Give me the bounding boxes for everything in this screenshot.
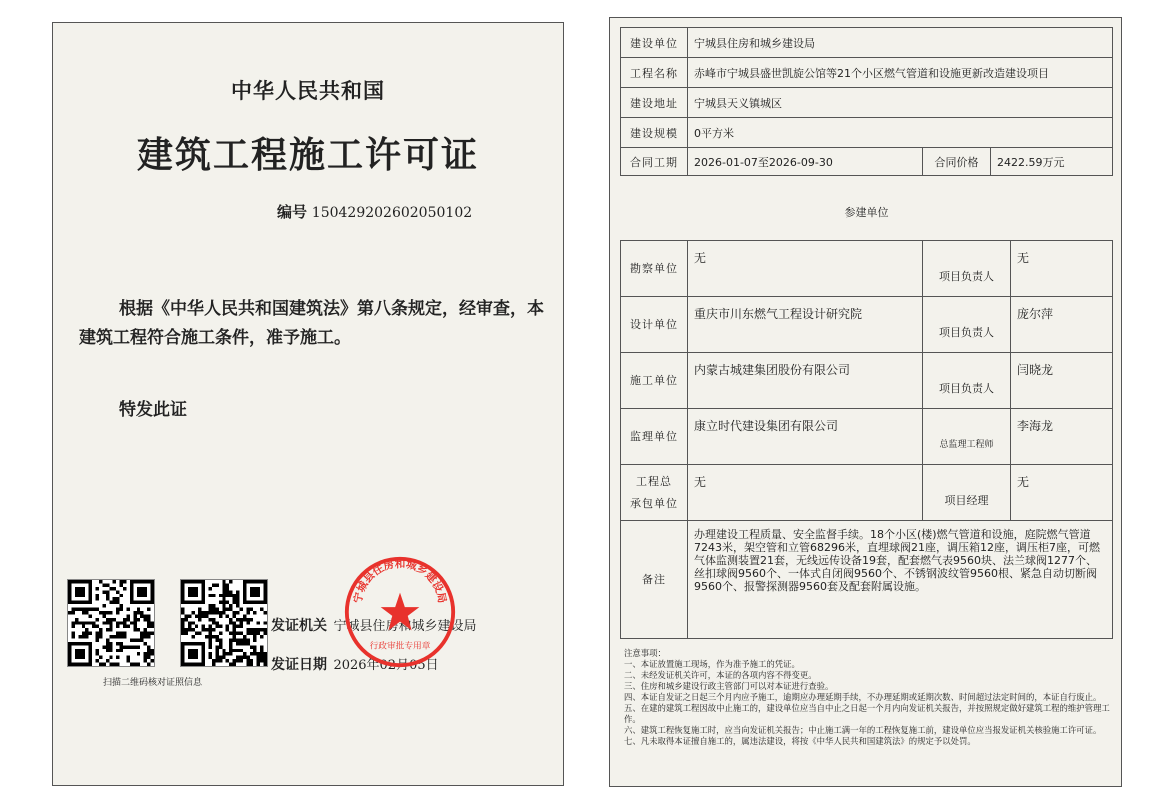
certificate-number-label: 编号 — [277, 203, 308, 221]
design-unit-name: 重庆市川东燃气工程设计研究院 — [688, 297, 923, 353]
project-info-table — [620, 27, 1113, 176]
table-row — [621, 28, 1113, 58]
certificate-front-page — [52, 22, 564, 786]
construction-contractor-name: 内蒙古城建集团股份有限公司 — [688, 353, 923, 409]
address-label: 建设地址 — [621, 88, 688, 118]
design-unit-person: 庞尔萍 — [1011, 297, 1113, 353]
note-item: 一、本证放置施工现场，作为准予施工的凭证。 — [624, 659, 800, 669]
supervision-unit-label: 监理单位 — [621, 409, 688, 465]
supervision-unit-person: 李海龙 — [1011, 409, 1113, 465]
general-contractor-name: 无 — [688, 465, 923, 521]
scale-label: 建设规模 — [621, 118, 688, 148]
note-item: 六、建筑工程恢复施工时，应当向发证机关报告；中止施工满一年的工程恢复施工前，建设单位应当报发证机关核验施工许可证。 — [624, 725, 1102, 735]
construction-contractor-person: 闫晓龙 — [1011, 353, 1113, 409]
construction-contractor-role: 项目负责人 — [923, 353, 1011, 409]
note-item: 四、本证自发证之日起三个月内应予施工，逾期应办理延期手续，不办理延期或延期次数、时间超过法定时间的，本证自行废止。 — [624, 692, 1102, 702]
construction-unit-value: 宁城县住房和城乡建设局 — [688, 28, 1113, 58]
issuing-authority-label: 发证机关 — [271, 618, 327, 634]
general-contractor-person: 无 — [1011, 465, 1113, 521]
table-row — [621, 58, 1113, 88]
note-item: 三、住房和城乡建设行政主管部门可以对本证进行查验。 — [624, 681, 834, 691]
certificate-number — [277, 201, 472, 222]
note-item: 二、未经发证机关许可，本证的各项内容不得变更。 — [624, 670, 817, 680]
certificate-detail-page — [609, 17, 1122, 787]
scale-value: 0平方米 — [688, 118, 1113, 148]
contract-period-label: 合同工期 — [621, 148, 688, 176]
certificate-body-text: 根据《中华人民共和国建筑法》第八条规定，经审查，本建筑工程符合施工条件，准予施工。 — [79, 299, 544, 348]
certificate-number-value: 150429202602050102 — [311, 205, 473, 221]
contract-price-label: 合同价格 — [923, 148, 991, 176]
participating-units-header: 参建单位 — [844, 206, 889, 219]
seal-arc-text: 宁城县住房和城乡建设局 — [351, 557, 449, 605]
table-row — [621, 88, 1113, 118]
table-row — [621, 409, 1113, 465]
general-contractor-label-line1: 工程总 — [636, 474, 672, 488]
project-name-value: 赤峰市宁城县盛世凯旋公馆等21个小区燃气管道和设施更新改造建设项目 — [688, 58, 1113, 88]
notes — [624, 648, 1112, 747]
remark-value: 办理建设工程质量、安全监督手续。18个小区(楼)燃气管道和设施，庭院燃气管道7243米，架空管和立管68296米，直埋球阀21座，调压箱12座，调压柜7座，可燃气体监测装置21套，无线远传设备19套，配套燃气表9560块、法兰球阀1277个、丝扣球阀9560个、一体式自闭阀9560个、不锈钢波纹管9560根、紧急自动切断阀9560个、报警探测器9560套及配套附属设施。 — [688, 521, 1113, 639]
note-item: 五、在建的建筑工程因故中止施工的，建设单位应当自中止之日起一个月内向发证机关报告，并按照规定做好建筑工程的维护管理工作。 — [624, 703, 1110, 724]
table-row — [621, 241, 1113, 297]
contract-price-value: 2422.59万元 — [991, 148, 1113, 176]
survey-unit-person: 无 — [1011, 241, 1113, 297]
qr-code-icon[interactable] — [67, 579, 155, 667]
table-row — [621, 297, 1113, 353]
remark-label: 备注 — [621, 521, 688, 639]
survey-unit-name: 无 — [688, 241, 923, 297]
address-value: 宁城县天义镇城区 — [688, 88, 1113, 118]
table-row — [621, 118, 1113, 148]
issue-date-value: 2026年02月05日 — [333, 658, 439, 673]
table-row — [621, 465, 1113, 521]
table-row — [621, 353, 1113, 409]
project-name-label: 工程名称 — [621, 58, 688, 88]
issue-date-label: 发证日期 — [271, 657, 327, 673]
scan-hint: 扫描二维码核对证照信息 — [103, 678, 203, 688]
construction-contractor-label: 施工单位 — [621, 353, 688, 409]
table-row — [621, 521, 1113, 639]
notes-title: 注意事项： — [624, 648, 666, 658]
general-contractor-role: 项目经理 — [923, 465, 1011, 521]
seal-bottom-text: 行政审批专用章 — [369, 641, 431, 652]
general-contractor-label — [621, 465, 688, 521]
qr-code-icon[interactable] — [180, 579, 268, 667]
table-row — [621, 148, 1113, 176]
special-issue-text: 特发此证 — [119, 400, 187, 420]
participating-units-table — [620, 240, 1113, 639]
country-name: 中华人民共和国 — [231, 78, 385, 103]
issuing-authority-value: 宁城县住房和城乡建设局 — [333, 619, 477, 634]
general-contractor-label-line2: 承包单位 — [630, 496, 678, 510]
contract-period-value: 2026-01-07至2026-09-30 — [688, 148, 923, 176]
note-item: 七、凡未取得本证擅自施工的，属违法建设，将按《中华人民共和国建筑法》的规定予以处罚。 — [624, 736, 976, 746]
design-unit-label: 设计单位 — [621, 297, 688, 353]
survey-unit-role: 项目负责人 — [923, 241, 1011, 297]
construction-unit-label: 建设单位 — [621, 28, 688, 58]
survey-unit-label: 勘察单位 — [621, 241, 688, 297]
supervision-unit-role: 总监理工程师 — [923, 409, 1011, 465]
official-seal-icon — [342, 554, 458, 670]
supervision-unit-name: 康立时代建设集团有限公司 — [688, 409, 923, 465]
certificate-title: 建筑工程施工许可证 — [136, 134, 479, 176]
design-unit-role: 项目负责人 — [923, 297, 1011, 353]
